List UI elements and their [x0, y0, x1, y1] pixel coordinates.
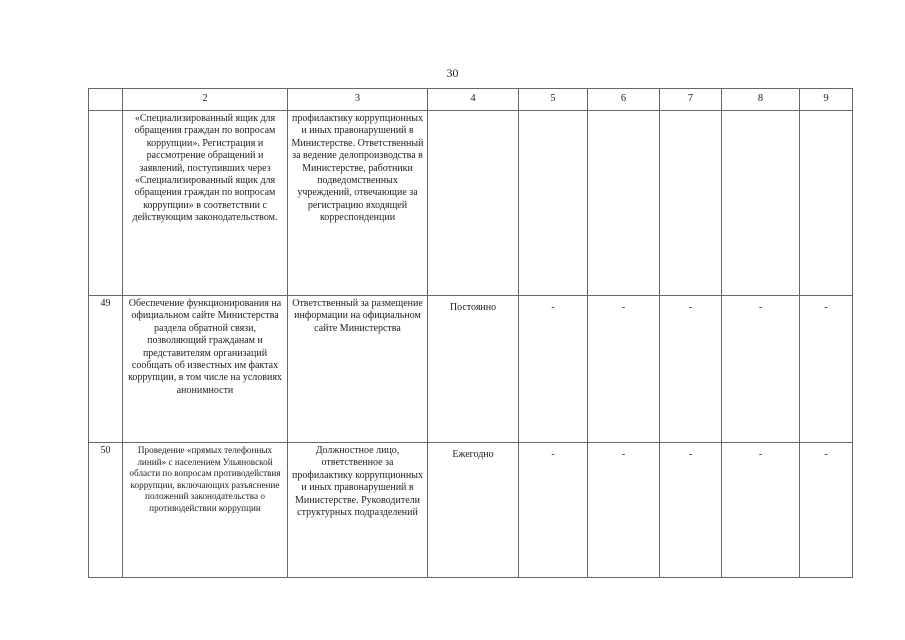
cell-9: - [800, 296, 853, 443]
cell-7 [660, 111, 722, 296]
cell-8: - [722, 443, 800, 578]
cell-8 [722, 111, 800, 296]
term-cell [428, 111, 519, 296]
table-row [89, 296, 853, 443]
page-number: 30 [446, 66, 459, 80]
cell-6: - [588, 443, 660, 578]
anticorruption-plan-table [88, 88, 853, 578]
cell-6 [588, 111, 660, 296]
cell-9: - [800, 443, 853, 578]
row-number: 50 [89, 443, 123, 578]
cell-6: - [588, 296, 660, 443]
cell-9 [800, 111, 853, 296]
measure-cell: «Специализированный ящик для обращения граждан по вопросам коррупции». Регистрация и рассмотрение обращений и заявлений, поступивших через «Специализированный ящик для обращения граждан по вопросам коррупции» в соответствии с действующим законодательством. [123, 111, 288, 296]
header-cell-4: 4 [428, 89, 519, 111]
term-cell: Постоянно [428, 296, 519, 443]
measure-cell: Проведение «прямых телефонных линий» с населением Ульяновской области по вопросам противодействия коррупции, включающих разъяснение положений законодательства о противодействии коррупции [123, 443, 288, 578]
cell-5 [519, 111, 588, 296]
cell-5: - [519, 296, 588, 443]
cell-8: - [722, 296, 800, 443]
header-cell-3: 3 [288, 89, 428, 111]
table-row [89, 443, 853, 578]
responsible-cell: профилактику коррупционных и иных правонарушений в Министерстве. Ответственный за ведение делопроизводства в Министерстве, работники подведомственных учреждений, отвечающие за регистрацию входящей корреспонденции [288, 111, 428, 296]
cell-7: - [660, 296, 722, 443]
row-number: 49 [89, 296, 123, 443]
header-cell-6: 6 [588, 89, 660, 111]
header-cell-9: 9 [800, 89, 853, 111]
cell-5: - [519, 443, 588, 578]
header-cell-7: 7 [660, 89, 722, 111]
measure-cell: Обеспечение функционирования на официальном сайте Министерства раздела обратной связи, позволяющий гражданам и представителям организаций сообщать об известных им фактах коррупции, в том числе на условиях анонимности [123, 296, 288, 443]
row-number [89, 111, 123, 296]
responsible-cell: Должностное лицо, ответственное за профилактику коррупционных и иных правонарушений в Министерстве. Руководители структурных подразделений [288, 443, 428, 578]
table-row [89, 111, 853, 296]
header-cell-num [89, 89, 123, 111]
header-cell-2: 2 [123, 89, 288, 111]
responsible-cell: Ответственный за размещение информации на официальном сайте Министерства [288, 296, 428, 443]
term-cell: Ежегодно [428, 443, 519, 578]
table-header-row [89, 89, 853, 111]
cell-7: - [660, 443, 722, 578]
header-cell-5: 5 [519, 89, 588, 111]
header-cell-8: 8 [722, 89, 800, 111]
